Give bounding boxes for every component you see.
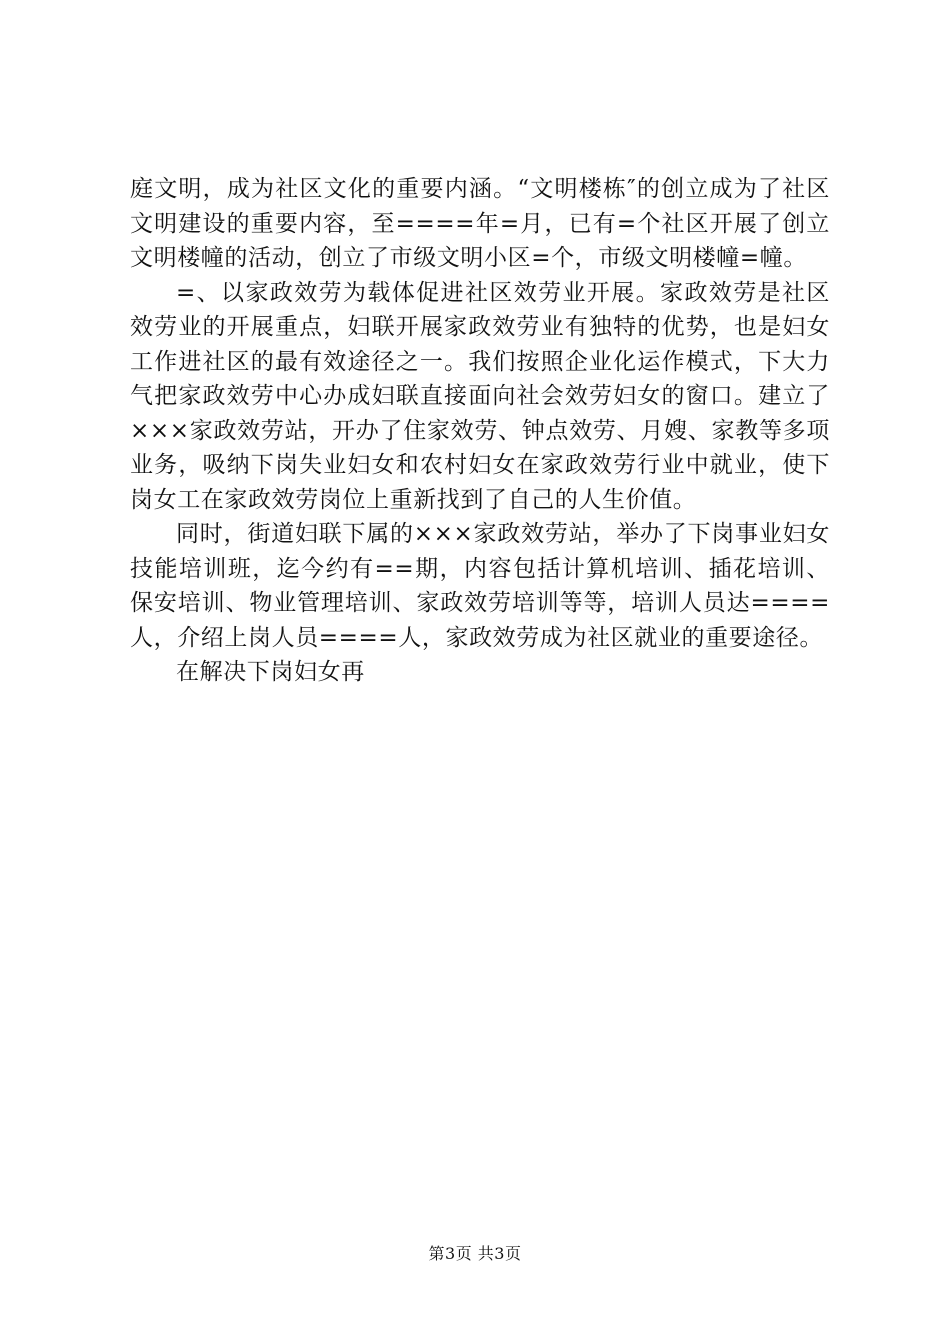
page-number-label: 第3页 共3页 [428, 1244, 522, 1263]
document-body [130, 172, 830, 690]
paragraph-household-services: =、以家政效劳为载体促进社区效劳业开展。家政效劳是社区效劳业的开展重点，妇联开展家政效劳业有独特的优势，也是妇女工作进社区的最有效途径之一。我们按照企业化运作模式，下大力气把家政效劳中心办成妇联直接面向社会效劳妇女的窗口。建立了×××家政效劳站，开办了住家效劳、钟点效劳、月嫂、家教等多项业务，吸纳下岗失业妇女和农村妇女在家政效劳行业中就业，使下岗女工在家政效劳岗位上重新找到了自己的人生价值。 [130, 279, 830, 513]
paragraph-training-program: 同时，街道妇联下属的×××家政效劳站，举办了下岗事业妇女技能培训班，迄今约有==期，内容包括计算机培训、插花培训、保安培训、物业管理培训、家政效劳培训等等，培训人员达====人，介绍上岗人员====人，家政效劳成为社区就业的重要途径。 [130, 521, 830, 651]
paragraph-truncated: 在解决下岗妇女再 [176, 659, 365, 685]
paragraph-continuation: 庭文明，成为社区文化的重要内涵。“文明楼栋″的创立成为了社区文明建设的重要内容，至====年=月，已有=个社区开展了创立文明楼幢的活动，创立了市级文明小区=个，市级文明楼幢=幢。 [130, 176, 830, 271]
page-footer [0, 1243, 950, 1265]
